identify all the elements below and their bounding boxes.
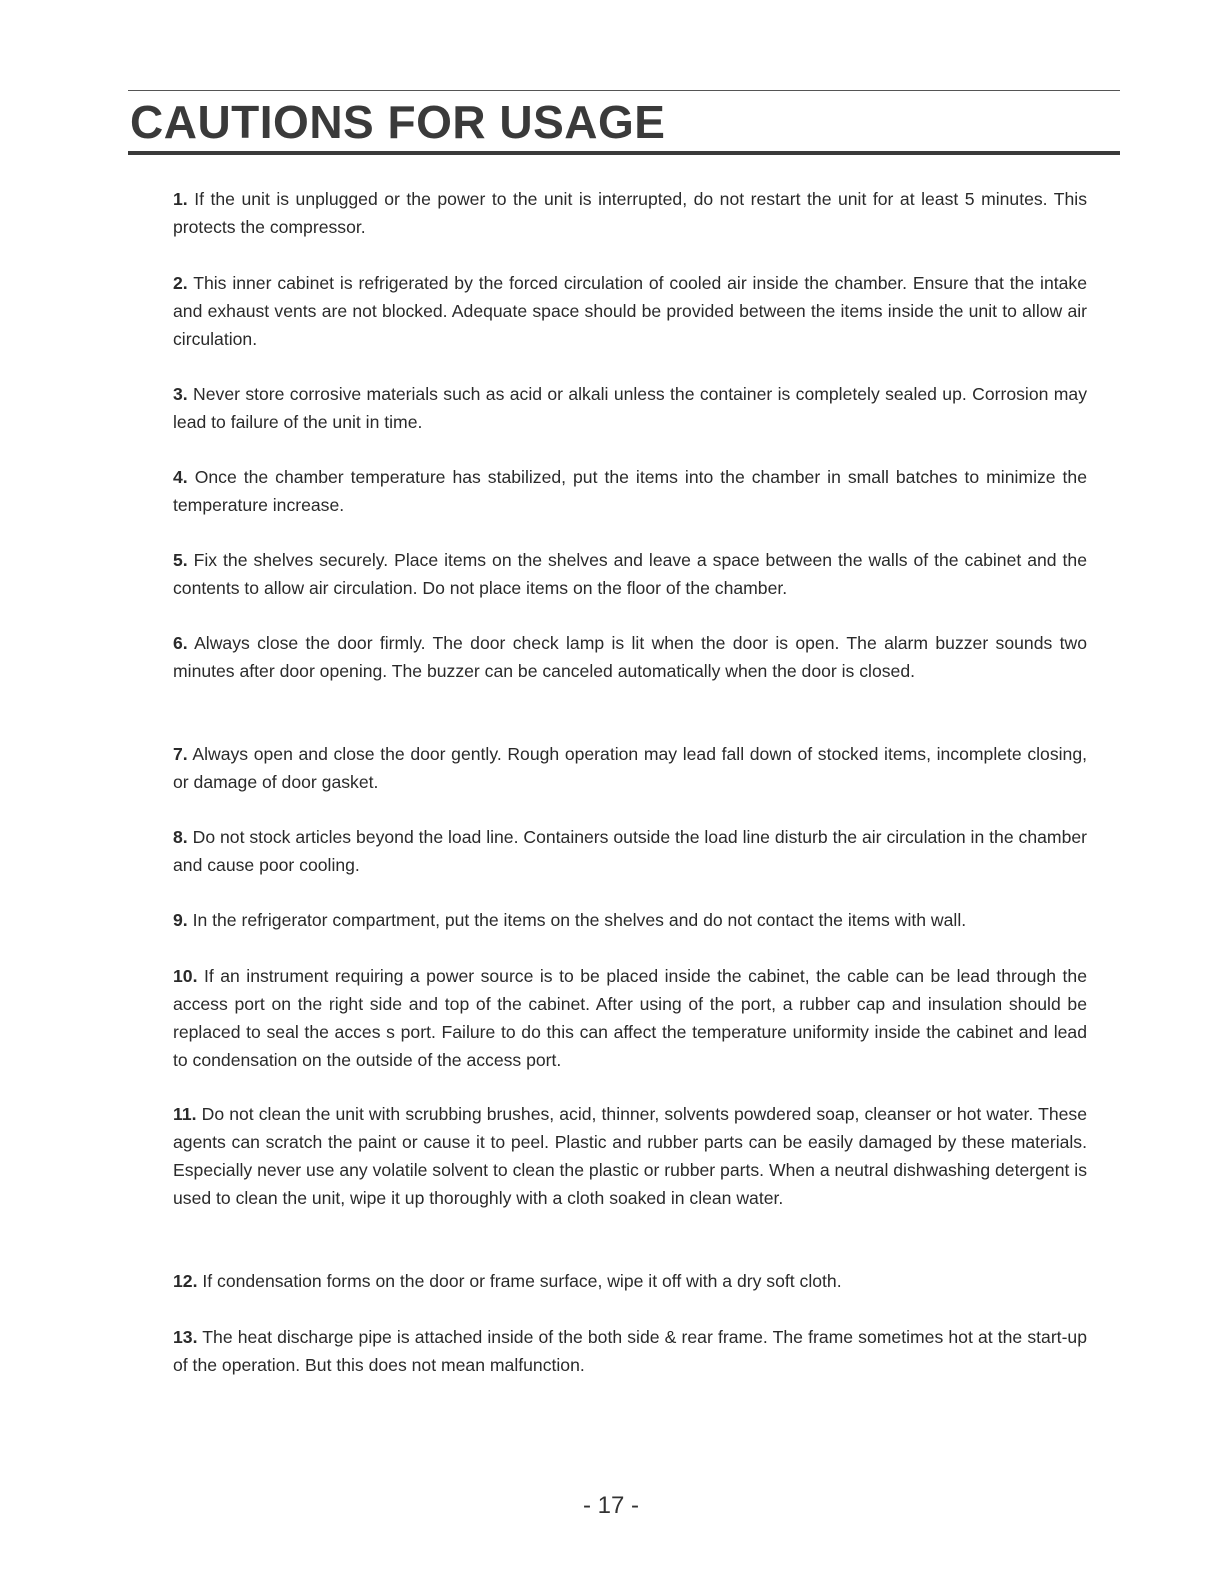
caution-text: Do not clean the unit with scrubbing brushes, acid, thinner, solvents powdered soap, cleanser or hot water. These agents can scratch the paint or cause it to peel. Plastic and rubber parts can be easily damaged by these materials. Especially never use any volatile solvent to clean the plastic or rubber parts. When a neutral dishwashing detergent is used to clean the unit, wipe it up thoroughly with a cloth soaked in clean water. [173,1104,1088,1208]
caution-text: If condensation forms on the door or frame surface, wipe it off with a dry soft cloth. [202,1271,842,1291]
caution-number: 4. [173,467,188,487]
caution-item [173,740,1087,796]
caution-item [173,546,1087,602]
caution-text: Always open and close the door gently. Rough operation may lead fall down of stocked items, incomplete closing, or damage of door gasket. [173,744,1087,792]
caution-number: 13. [173,1327,198,1347]
caution-number: 3. [173,384,188,404]
caution-item [173,823,1087,879]
caution-number: 5. [173,550,188,570]
caution-number: 9. [173,910,188,930]
caution-text: Once the chamber temperature has stabilized, put the items into the chamber in small batches to minimize the temperature increase. [173,467,1088,515]
caution-item [173,962,1087,1074]
caution-item [173,185,1087,241]
caution-item [173,463,1087,519]
caution-number: 2. [173,273,188,293]
caution-item [173,1100,1087,1212]
caution-text: Always close the door firmly. The door check lamp is lit when the door is open. The alarm buzzer sounds two minutes after door opening. The buzzer can be canceled automatically when the door is closed. [173,633,1087,681]
caution-number: 6. [173,633,188,653]
caution-number: 12. [173,1271,198,1291]
caution-item [173,380,1087,436]
caution-text: The heat discharge pipe is attached inside of the both side & rear frame. The frame sometimes hot at the start-up of the operation. But this does not mean malfunction. [173,1327,1087,1375]
caution-item [173,629,1087,685]
caution-text: Do not stock articles beyond the load line. Containers outside the load line disturb the air circulation in the chamber and cause poor cooling. [173,827,1087,875]
caution-item [173,1267,1087,1295]
caution-item [173,269,1087,353]
page-number: - 17 - [582,1492,639,1519]
caution-number: 11. [173,1104,197,1124]
header-bottom-rule [128,151,1120,155]
header-top-rule [128,90,1120,91]
caution-text: In the refrigerator compartment, put the items on the shelves and do not contact the items with wall. [192,910,967,930]
caution-number: 1. [173,189,188,209]
caution-number: 10. [173,966,198,986]
caution-text: If the unit is unplugged or the power to the unit is interrupted, do not restart the unit for at least 5 minutes. This protects the compressor. [173,189,1087,237]
caution-text: This inner cabinet is refrigerated by the forced circulation of cooled air inside the chamber. Ensure that the intake and exhaust vents are not blocked. Adequate space should be provided between the items inside the unit to allow air circulation. [173,273,1087,349]
caution-text: Fix the shelves securely. Place items on the shelves and leave a space between the walls of the cabinet and the contents to allow air circulation. Do not place items on the floor of the chamber. [173,550,1087,598]
caution-text: Never store corrosive materials such as acid or alkali unless the container is completely sealed up. Corrosion may lead to failure of the unit in time. [173,384,1087,432]
caution-item [173,1323,1087,1379]
page-title: CAUTIONS FOR USAGE [130,96,666,148]
caution-number: 8. [173,827,188,847]
caution-item [173,906,1087,934]
caution-number: 7. [173,744,188,764]
caution-text: If an instrument requiring a power source is to be placed inside the cabinet, the cable can be lead through the access port on the right side and top of the cabinet. After using of the port, a rubber cap and insulation should be replaced to seal the acces s port. Failure to do this can affect the temperature uniformity inside the cabinet and lead to condensation on the outside of the access port. [173,966,1087,1070]
